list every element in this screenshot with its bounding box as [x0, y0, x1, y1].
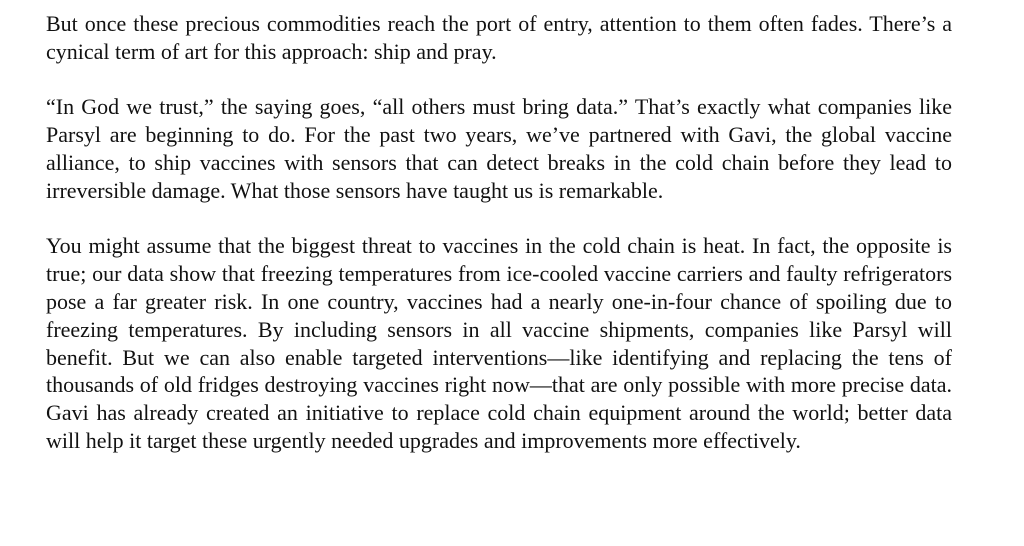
paragraph-ship-and-pray: But once these precious commodities reach the port of entry, attention to them often fades. There’s a cynical term of art for this approach: ship and pray.: [46, 11, 952, 64]
paragraph-bring-data: “In God we trust,” the saying goes, “all others must bring data.” That’s exactly what companies like Parsyl are beginning to do. For the past two years, we’ve partnered with Gavi, the global vaccine alliance, to ship vaccines with sensors that can detect breaks in the cold chain before they lead to irreversible damage. What those sensors have taught us is remarkable.: [46, 94, 952, 203]
paragraph-freezing-risk: You might assume that the biggest threat to vaccines in the cold chain is heat. In fact, the opposite is true; our data show that freezing temperatures from ice-cooled vaccine carriers and faulty refrigerators pose a far greater risk. In one country, vaccines had a nearly one-in-four chance of spoiling due to freezing temperatures. By including sensors in all vaccine shipments, companies like Parsyl will benefit. But we can also enable targeted interventions—like identifying and replacing the tens of thousands of old fridges destroying vaccines right now—that are only possible with more precise data. Gavi has already created an initiative to replace cold chain equipment around the world; better data will help it target these urgently needed upgrades and improvements more effectively.: [46, 233, 952, 453]
document-body: [46, 10, 952, 455]
